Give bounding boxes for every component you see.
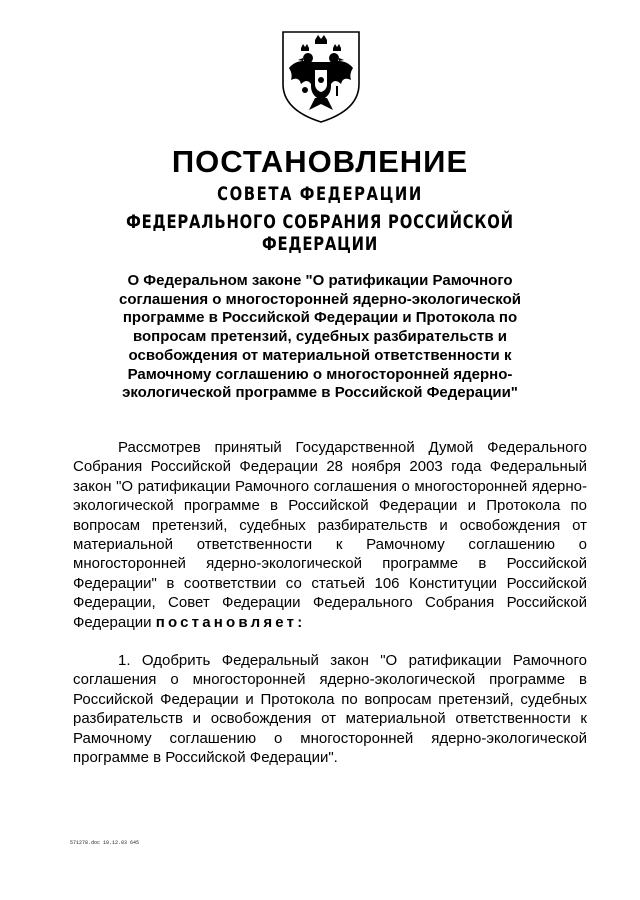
document-title: ПОСТАНОВЛЕНИЕ <box>171 144 469 179</box>
document-body <box>73 438 587 768</box>
decree-word: постановляет: <box>155 613 306 631</box>
resolution-item-1: 1. Одобрить Федеральный закон "О ратификации Рамочного соглашения о многосторонней ядерно-экологической программе в Российской Федерации и Протокола по вопросам претензий, судебных разбирательств и освобождения от материальной ответственности к Рамочному соглашению о многосторонней ядерно-экологической программе в Российской Федерации". <box>73 652 587 767</box>
preamble-text: Рассмотрев принятый Государственной Думой Федерального Собрания Российской Федерации 28 ноября 2003 года Федеральный закон "О ратификации Рамочного соглашения о многосторонней ядерно-экологической программе в Российской Федерации и Протокола по вопросам претензий, судебных разбирательств и освобождения от материальной ответственности к Рамочному соглашению о многосторонней ядерно-экологической программе в Российской Федерации" в соответствии со статьей 106 Конституции Российской Федерации, Совет Федерации Федерального Собрания Российской Федерации <box>73 439 587 631</box>
document-subject: О Федеральном законе "О ратификации Рамочного соглашения о многосторонней ядерно-экологической программе в Российской Федерации и Протокола по вопросам претензий, судебных разбирательств и освобождения от материальной ответственности к Рамочному соглашению о многосторонней ядерно-экологической программе в Российской Федерации" <box>118 272 522 402</box>
issuer-line-1: СОВЕТА ФЕДЕРАЦИИ <box>217 183 423 205</box>
file-reference: 571278.doc 10.12.03 645 <box>70 840 140 846</box>
issuer-line-2: ФЕДЕРАЛЬНОГО СОБРАНИЯ РОССИЙСКОЙ ФЕДЕРАЦИИ <box>126 211 514 255</box>
preamble-paragraph <box>73 438 587 632</box>
coat-of-arms-icon <box>277 28 365 124</box>
